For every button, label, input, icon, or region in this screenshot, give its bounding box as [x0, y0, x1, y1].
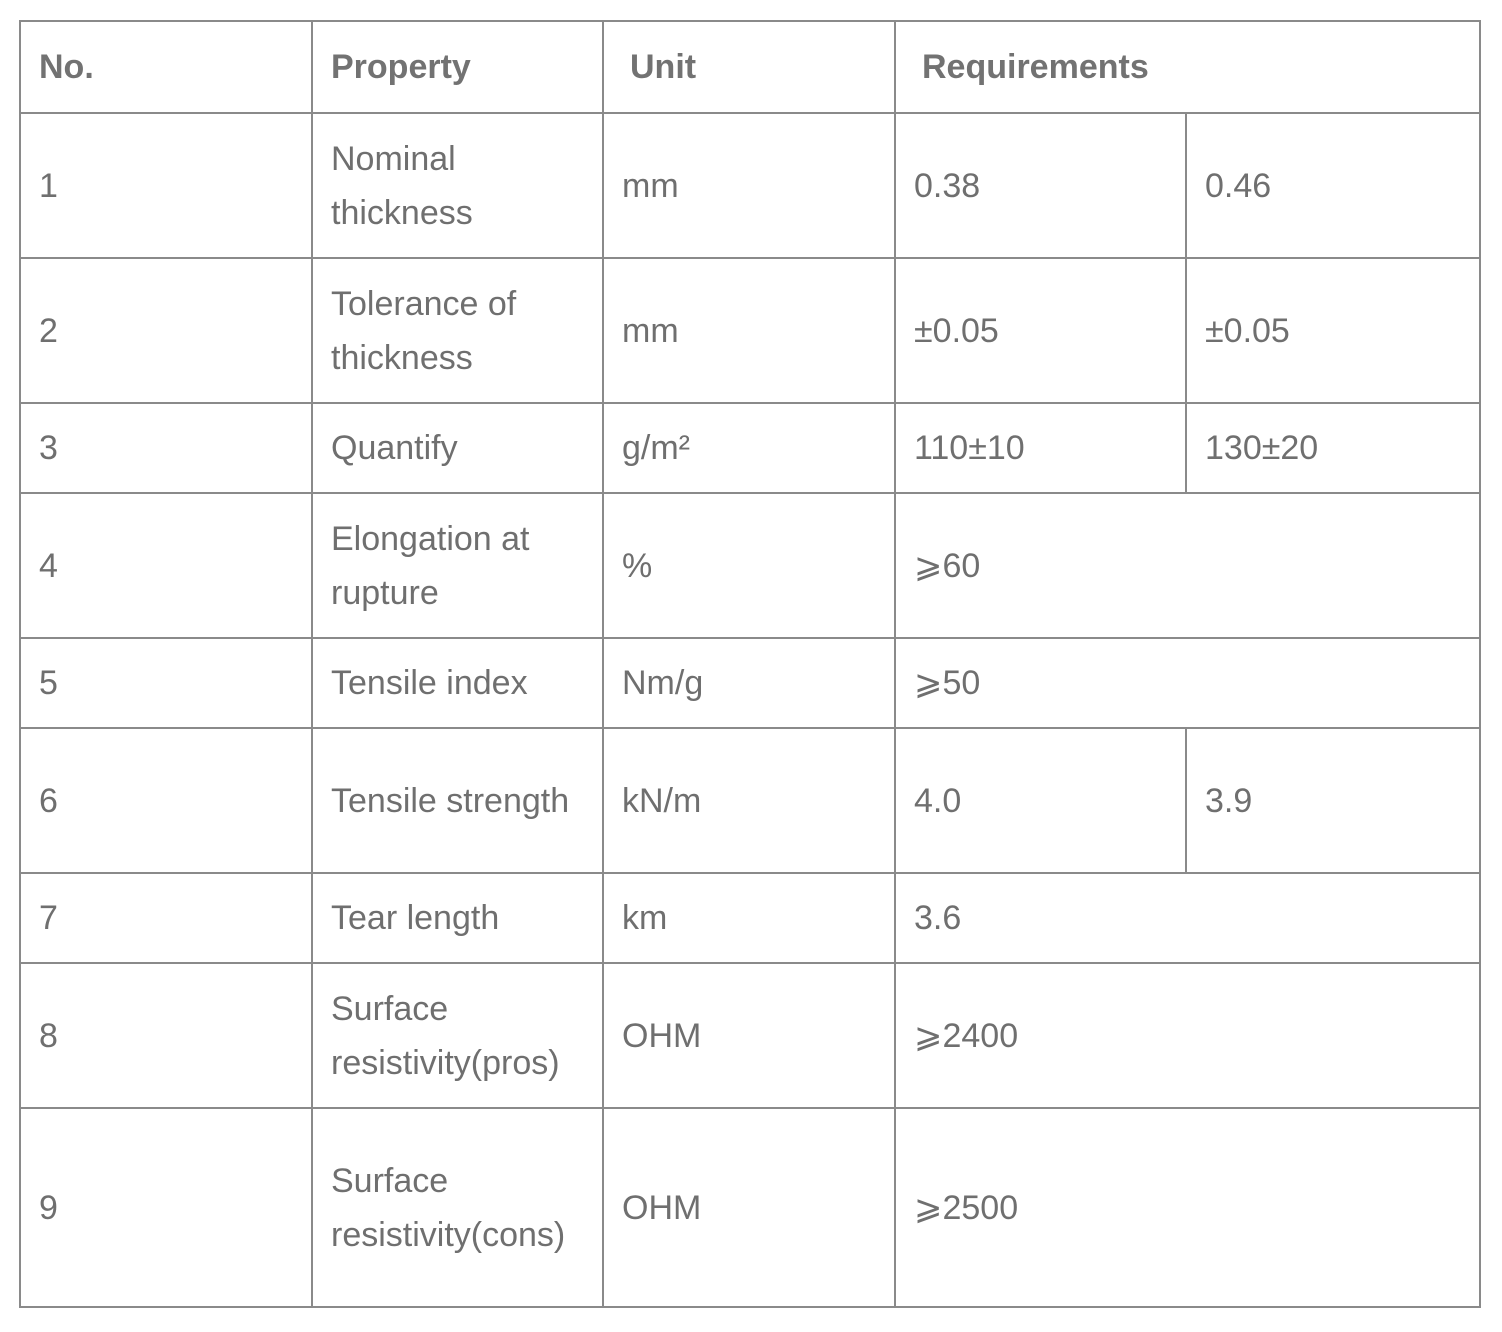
header-requirements: Requirements [895, 21, 1480, 113]
table-row [20, 493, 1480, 638]
table-row [20, 873, 1480, 963]
row-requirement: ⩾50 [895, 638, 1480, 728]
table-row [20, 113, 1480, 258]
row-property: Tolerance of thickness [312, 258, 603, 403]
row-property: Nominal thickness [312, 113, 603, 258]
row-unit: kN/m [603, 728, 895, 873]
row-requirement-a: ±0.05 [895, 258, 1186, 403]
row-property: Quantify [312, 403, 603, 493]
row-property: Tear length [312, 873, 603, 963]
row-requirement: 3.6 [895, 873, 1480, 963]
row-requirement: ⩾60 [895, 493, 1480, 638]
table-row [20, 963, 1480, 1108]
properties-table [19, 20, 1481, 1308]
table-row [20, 403, 1480, 493]
row-unit: % [603, 493, 895, 638]
row-requirement: ⩾2400 [895, 963, 1480, 1108]
row-no: 5 [20, 638, 312, 728]
table-row [20, 258, 1480, 403]
row-requirement-b: ±0.05 [1186, 258, 1480, 403]
row-no: 2 [20, 258, 312, 403]
row-requirement: ⩾2500 [895, 1108, 1480, 1307]
row-unit: OHM [603, 1108, 895, 1307]
table-row [20, 638, 1480, 728]
row-unit: mm [603, 258, 895, 403]
row-unit: Nm/g [603, 638, 895, 728]
row-requirement-b: 3.9 [1186, 728, 1480, 873]
row-unit: km [603, 873, 895, 963]
row-unit: g/m² [603, 403, 895, 493]
row-no: 4 [20, 493, 312, 638]
row-property: Elongation at rupture [312, 493, 603, 638]
header-property: Property [312, 21, 603, 113]
row-no: 7 [20, 873, 312, 963]
row-property: Tensile index [312, 638, 603, 728]
row-property: Surface resistivity(pros) [312, 963, 603, 1108]
row-requirement-b: 130±20 [1186, 403, 1480, 493]
row-property: Surface resistivity(cons) [312, 1108, 603, 1307]
row-requirement-b: 0.46 [1186, 113, 1480, 258]
table-row [20, 728, 1480, 873]
row-no: 8 [20, 963, 312, 1108]
row-requirement-a: 0.38 [895, 113, 1186, 258]
row-requirement-a: 4.0 [895, 728, 1186, 873]
header-unit: Unit [603, 21, 895, 113]
row-no: 6 [20, 728, 312, 873]
row-unit: OHM [603, 963, 895, 1108]
table-row [20, 1108, 1480, 1307]
row-no: 1 [20, 113, 312, 258]
header-no: No. [20, 21, 312, 113]
row-no: 3 [20, 403, 312, 493]
row-requirement-a: 110±10 [895, 403, 1186, 493]
row-property: Tensile strength [312, 728, 603, 873]
row-no: 9 [20, 1108, 312, 1307]
table-header-row [20, 21, 1480, 113]
row-unit: mm [603, 113, 895, 258]
